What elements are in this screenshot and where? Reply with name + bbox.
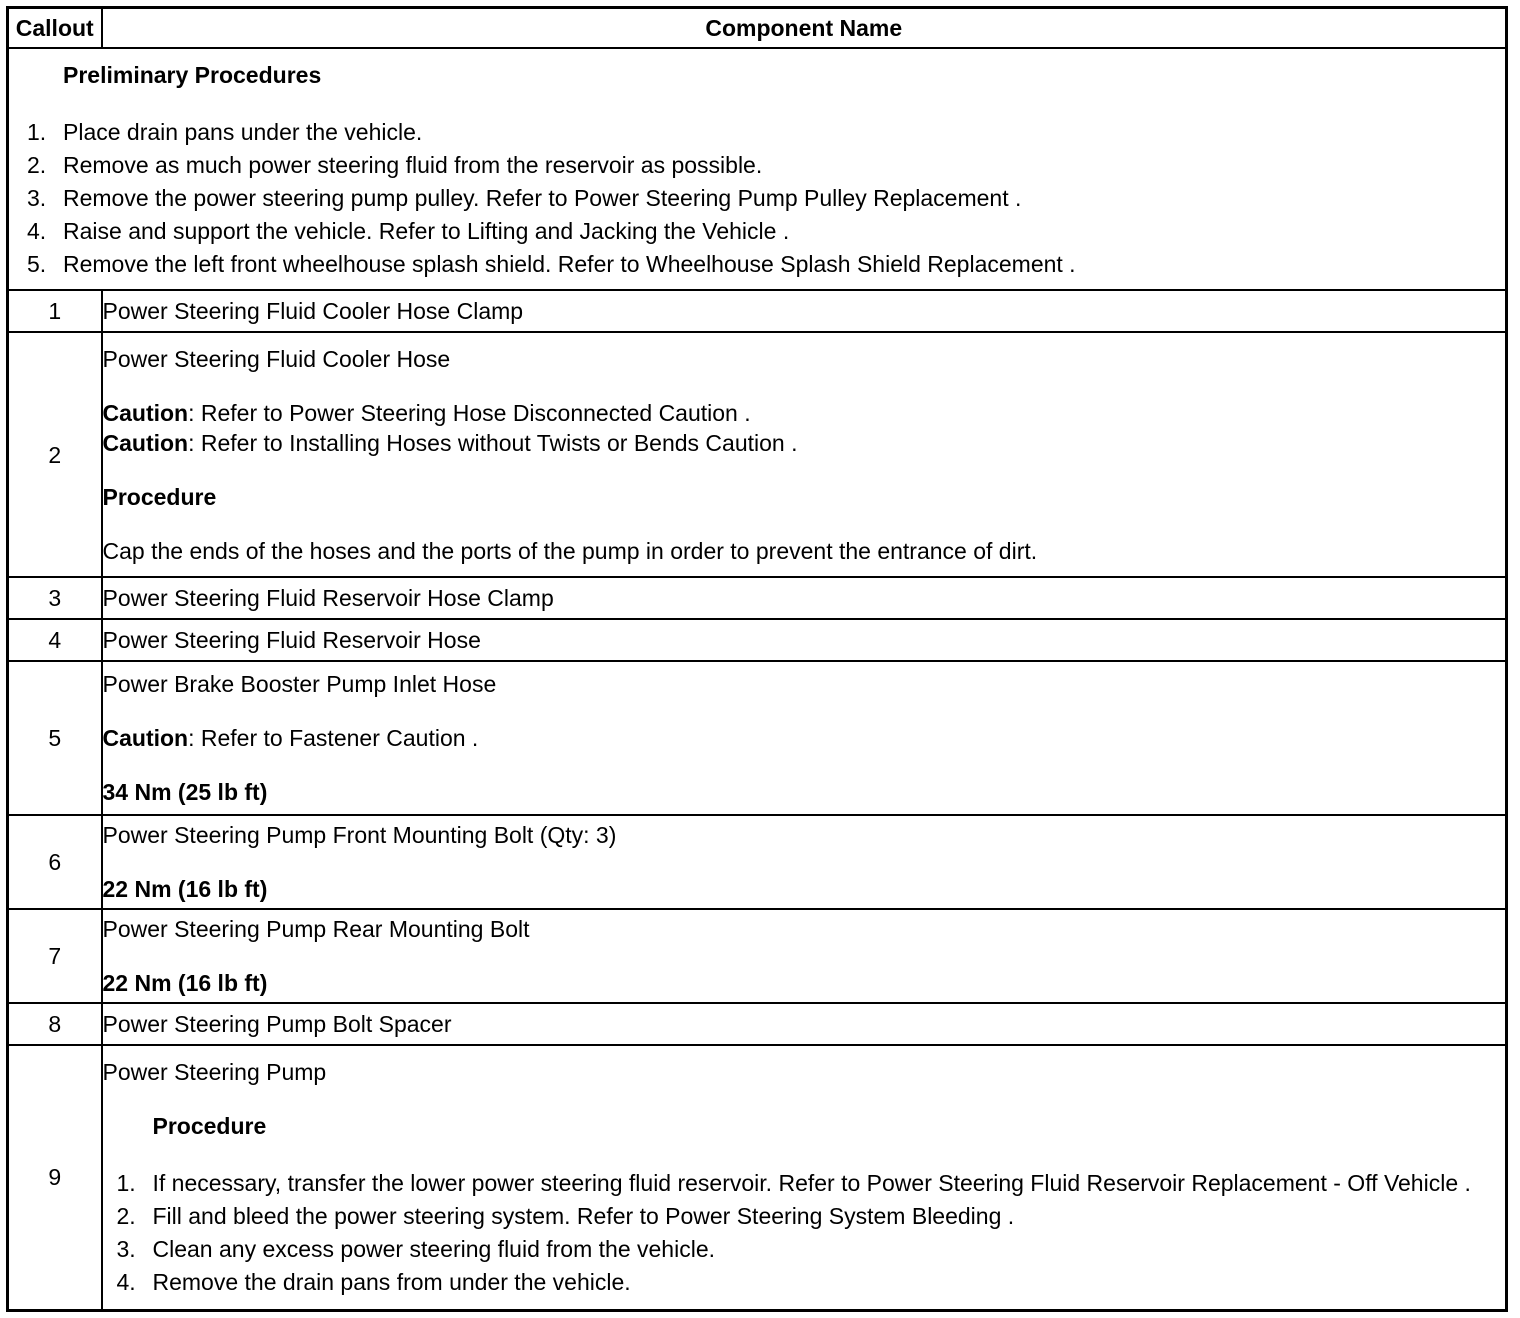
component-cell: Power Steering Fluid Reservoir Hose [102, 619, 1507, 661]
list-item: 1. If necessary, transfer the lower power steering fluid reservoir. Refer to Power Steering Fluid Reservoir Replacement - Off Vehicle . [116, 1170, 1471, 1197]
callout-cell: 2 [8, 332, 102, 577]
callout-cell: 8 [8, 1003, 102, 1045]
callout-cell: 5 [8, 661, 102, 814]
list-item: 3. Clean any excess power steering fluid from the vehicle. [116, 1236, 716, 1263]
list-item: 2. Fill and bleed the power steering system. Refer to Power Steering System Bleeding . [116, 1203, 1015, 1230]
component-name: Power Steering Pump Front Mounting Bolt (Qty: 3) [102, 821, 617, 848]
component-table [6, 6, 1508, 1312]
callout-cell: 3 [8, 577, 102, 619]
list-item: 5. Remove the left front wheelhouse splash shield. Refer to Wheelhouse Splash Shield Replacement . [27, 250, 1076, 277]
table-header-row [8, 8, 1507, 49]
component-name: Power Steering Pump [102, 1059, 327, 1086]
caution-line: Caution: Refer to Power Steering Hose Disconnected Caution . [102, 399, 751, 426]
table-row [8, 1003, 1507, 1045]
component-name: Power Brake Booster Pump Inlet Hose [102, 670, 497, 697]
list-item: 1. Place drain pans under the vehicle. [27, 118, 423, 145]
component-cell [102, 332, 1507, 577]
preliminary-title: Preliminary Procedures [63, 61, 322, 88]
callout-header: Callout [8, 8, 102, 49]
list-item: 4. Raise and support the vehicle. Refer to Lifting and Jacking the Vehicle . [27, 217, 790, 244]
component-cell: Power Steering Fluid Reservoir Hose Clamp [102, 577, 1507, 619]
procedure-heading: Procedure [102, 483, 217, 510]
preliminary-procedures [8, 48, 1507, 290]
preliminary-row [8, 48, 1507, 290]
callout-cell: 7 [8, 909, 102, 1003]
component-cell: Power Steering Fluid Cooler Hose Clamp [102, 290, 1507, 332]
torque-spec: 22 Nm (16 lb ft) [102, 875, 268, 902]
caution-line: Caution: Refer to Installing Hoses without Twists or Bends Caution . [102, 429, 798, 456]
component-name: Power Steering Fluid Cooler Hose [102, 345, 451, 372]
component-cell: Power Steering Pump Bolt Spacer [102, 1003, 1507, 1045]
component-cell [102, 661, 1507, 814]
procedure-heading: Procedure [152, 1113, 267, 1140]
list-item: 3. Remove the power steering pump pulley. Refer to Power Steering Pump Pulley Replacement . [27, 184, 1022, 211]
procedure-steps [103, 1168, 1506, 1297]
procedure-text: Cap the ends of the hoses and the ports of the pump in order to prevent the entrance of dirt. [102, 537, 1038, 564]
table-row [8, 577, 1507, 619]
component-name-header: Component Name [102, 8, 1507, 49]
callout-cell: 6 [8, 815, 102, 909]
component-cell [102, 1045, 1507, 1311]
component-name: Power Steering Pump Rear Mounting Bolt [102, 915, 530, 942]
list-item: 4. Remove the drain pans from under the vehicle. [116, 1269, 631, 1296]
caution-line: Caution: Refer to Fastener Caution . [102, 724, 479, 751]
torque-spec: 22 Nm (16 lb ft) [102, 969, 268, 996]
table-row [8, 1045, 1507, 1311]
callout-cell: 1 [8, 290, 102, 332]
table-row [8, 290, 1507, 332]
table-row [8, 815, 1507, 909]
table-row [8, 332, 1507, 577]
callout-cell: 4 [8, 619, 102, 661]
table-row [8, 661, 1507, 814]
preliminary-steps [9, 117, 1505, 279]
torque-spec: 34 Nm (25 lb ft) [102, 778, 268, 805]
component-cell [102, 909, 1507, 1003]
callout-cell: 9 [8, 1045, 102, 1311]
component-cell [102, 815, 1507, 909]
table-row [8, 619, 1507, 661]
table-row [8, 909, 1507, 1003]
list-item: 2. Remove as much power steering fluid from the reservoir as possible. [27, 151, 763, 178]
